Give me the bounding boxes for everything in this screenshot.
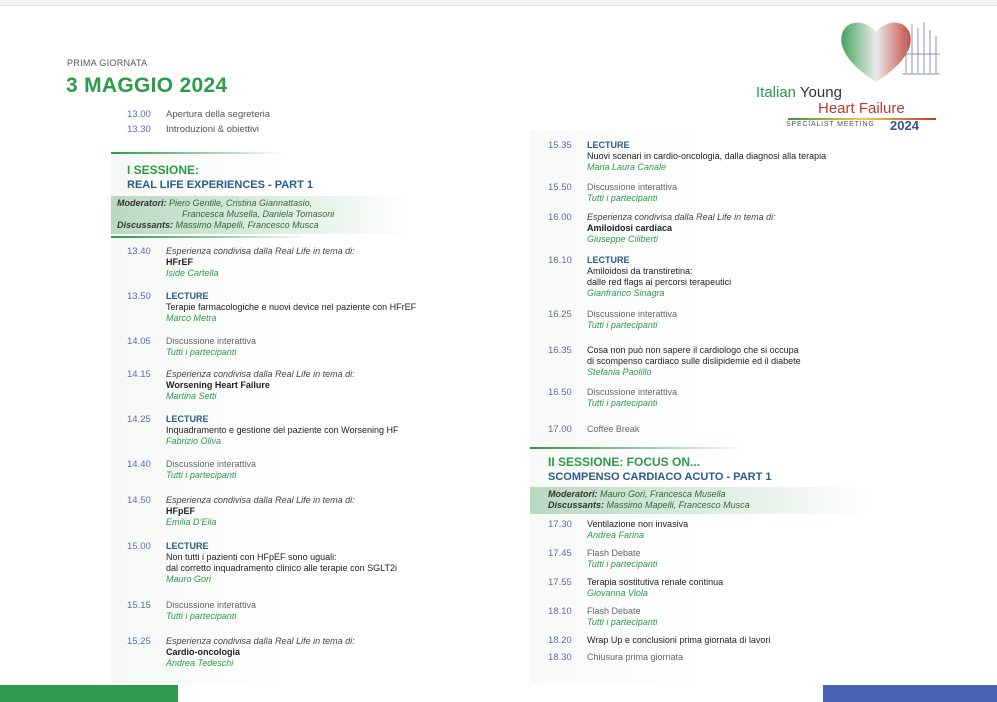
item-kind: Discussione interattiva — [587, 309, 678, 319]
section-divider — [111, 152, 286, 154]
item-time: 15.15 — [127, 600, 151, 611]
item-kind: Esperienza condivisa dalla Real Life in tema di: — [166, 636, 355, 646]
item-time: 14.05 — [127, 336, 151, 347]
item-speaker: Stefania Paolillo — [587, 367, 652, 377]
logo-subtitle: SPECIALIST MEETING — [786, 121, 875, 128]
discussants-names: Massimo Mapelli, Francesco Musca — [175, 220, 319, 230]
discussants-label: Discussants: — [117, 220, 174, 230]
moderators-label: Moderatori: — [548, 489, 598, 499]
section-divider — [111, 236, 301, 238]
item-speaker: Tutti i partecipanti — [587, 193, 658, 203]
item-speaker: Andrea Tedeschi — [166, 658, 234, 668]
item-title: Chiusura prima giornata — [587, 652, 684, 662]
logo-text-italian: Italian Young — [756, 84, 842, 101]
discussants-names: Massimo Mapelli, Francesco Musca — [606, 500, 750, 510]
item-speaker: Giuseppe Ciliberti — [587, 234, 659, 244]
item-time: 16.10 — [548, 255, 572, 266]
item-speaker: Andrea Farina — [587, 530, 645, 540]
item-time: 15.00 — [127, 541, 151, 552]
section-divider — [530, 447, 740, 449]
item-title: Coffee Break — [587, 424, 640, 434]
item-time: 13.00 — [127, 109, 151, 120]
item-title: dal corretto inquadramento clinico alle terapie con SGLT2i — [166, 563, 397, 573]
item-speaker: Fabrizio Oliva — [166, 436, 222, 446]
item-title: dalle red flags ai percorsi terapeutici — [587, 277, 732, 287]
item-time: 13.40 — [127, 246, 151, 257]
item-time: 16.25 — [548, 309, 572, 320]
item-time: 15.35 — [548, 140, 572, 151]
item-title: di scompenso cardiaco sulle dislipidemie ed il diabete — [587, 356, 801, 366]
item-time: 18.20 — [548, 635, 572, 646]
session-subtitle: REAL LIFE EXPERIENCES - PART 1 — [127, 179, 314, 191]
item-kind: Discussione interattiva — [587, 182, 678, 192]
item-time: 17.55 — [548, 577, 572, 588]
item-time: 16.50 — [548, 387, 572, 398]
item-speaker: Tutti i partecipanti — [587, 617, 658, 627]
item-kind: Flash Debate — [587, 548, 641, 558]
item-speaker: Mauro Gori — [166, 574, 212, 584]
footer-green-bar — [0, 685, 178, 702]
item-time: 13.30 — [127, 124, 151, 135]
top-border — [0, 0, 997, 6]
item-text: Introduzioni & obiettivi — [166, 124, 259, 135]
item-title: Non tutti i pazienti con HFpEF sono uguali: — [166, 552, 337, 562]
moderators-names: Mauro Gori, Francesca Musella — [600, 489, 726, 499]
session-title: I SESSIONE: — [127, 163, 200, 177]
item-time: 16.35 — [548, 345, 572, 356]
item-text: Apertura della segreteria — [166, 109, 271, 120]
item-title: Wrap Up e conclusioni prima giornata di lavori — [587, 635, 771, 645]
item-title: Cardio-oncologia — [166, 647, 240, 657]
item-kind: LECTURE — [166, 291, 209, 301]
item-speaker: Marco Metra — [166, 313, 217, 323]
item-speaker: Emilia D’Elia — [166, 517, 217, 527]
item-time: 15.25 — [127, 636, 151, 647]
event-logo — [756, 14, 956, 142]
item-title: Nuovi scenari in cardio-oncologia, dalla diagnosi alla terapia — [587, 151, 827, 161]
item-kind: Discussione interattiva — [166, 459, 257, 469]
item-kind: Esperienza condivisa dalla Real Life in tema di: — [166, 369, 355, 379]
item-title: Ventilazione non invasiva — [587, 519, 689, 529]
item-title: Amiloidosi da transtiretina: — [587, 266, 693, 276]
item-speaker: Martina Setti — [166, 391, 217, 401]
item-time: 17.00 — [548, 424, 572, 435]
discussants-label: Discussants: — [548, 500, 605, 510]
footer-blue-bar — [823, 685, 997, 702]
item-kind: LECTURE — [166, 541, 209, 551]
moderators-names: Piero Gentile, Cristina Giannattasio, — [169, 198, 313, 208]
item-speaker: Maria Laura Canale — [587, 162, 667, 172]
item-title: Terapie farmacologiche e nuovi device nel paziente con HFrEF — [166, 302, 417, 312]
item-kind: LECTURE — [587, 140, 630, 150]
item-kind: Esperienza condivisa dalla Real Life in tema di: — [166, 495, 355, 505]
item-speaker: Iside Cartella — [166, 268, 219, 278]
item-time: 17.30 — [548, 519, 572, 530]
item-speaker: Tutti i partecipanti — [587, 559, 658, 569]
item-kind: Discussione interattiva — [166, 336, 257, 346]
item-time: 14.40 — [127, 459, 151, 470]
item-kind: Esperienza condivisa dalla Real Life in tema di: — [587, 212, 776, 222]
item-speaker: Giovanna Viola — [587, 588, 648, 598]
moderators-names: Francesca Musella, Daniela Tomasoni — [182, 209, 335, 219]
item-title: Amiloidosi cardiaca — [587, 223, 673, 233]
moderators-label: Moderatori: — [117, 198, 167, 208]
item-kind: Discussione interattiva — [166, 600, 257, 610]
item-time: 14.15 — [127, 369, 151, 380]
item-speaker: Tutti i partecipanti — [166, 470, 237, 480]
item-kind: Discussione interattiva — [587, 387, 678, 397]
logo-year: 2024 — [890, 118, 919, 133]
item-time: 18.30 — [548, 652, 572, 663]
moderators-box — [530, 487, 870, 514]
item-time: 14.25 — [127, 414, 151, 425]
item-speaker: Tutti i partecipanti — [166, 347, 237, 357]
item-time: 16.00 — [548, 212, 572, 223]
day-label: PRIMA GIORNATA — [67, 58, 148, 68]
item-time: 18.10 — [548, 606, 572, 617]
item-title: Terapia sostitutiva renale continua — [587, 577, 724, 587]
item-kind: Flash Debate — [587, 606, 641, 616]
item-kind: LECTURE — [166, 414, 209, 424]
item-kind: Esperienza condivisa dalla Real Life in tema di: — [166, 246, 355, 256]
logo-text-heart-failure: Heart Failure — [818, 100, 905, 117]
item-title: Cosa non può non sapere il cardiologo che si occupa — [587, 345, 799, 355]
item-time: 14.50 — [127, 495, 151, 506]
heart-logo-icon — [756, 14, 956, 86]
item-speaker: Tutti i partecipanti — [166, 611, 237, 621]
item-speaker: Tutti i partecipanti — [587, 398, 658, 408]
item-speaker: Gianfranco Sinagra — [587, 288, 665, 298]
item-time: 15.50 — [548, 182, 572, 193]
moderators-box — [111, 196, 411, 234]
item-title: HFrEF — [166, 257, 193, 267]
item-title: Worsening Heart Failure — [166, 380, 270, 390]
item-title: Inquadramento e gestione del paziente con Worsening HF — [166, 425, 399, 435]
item-time: 13.50 — [127, 291, 151, 302]
item-time: 17.45 — [548, 548, 572, 559]
session-title: II SESSIONE: FOCUS ON... — [548, 455, 701, 469]
session-subtitle: SCOMPENSO CARDIACO ACUTO - PART 1 — [548, 471, 772, 483]
page-title: 3 MAGGIO 2024 — [66, 74, 228, 97]
item-kind: LECTURE — [587, 255, 630, 265]
item-speaker: Tutti i partecipanti — [587, 320, 658, 330]
item-title: HFpEF — [166, 506, 195, 516]
